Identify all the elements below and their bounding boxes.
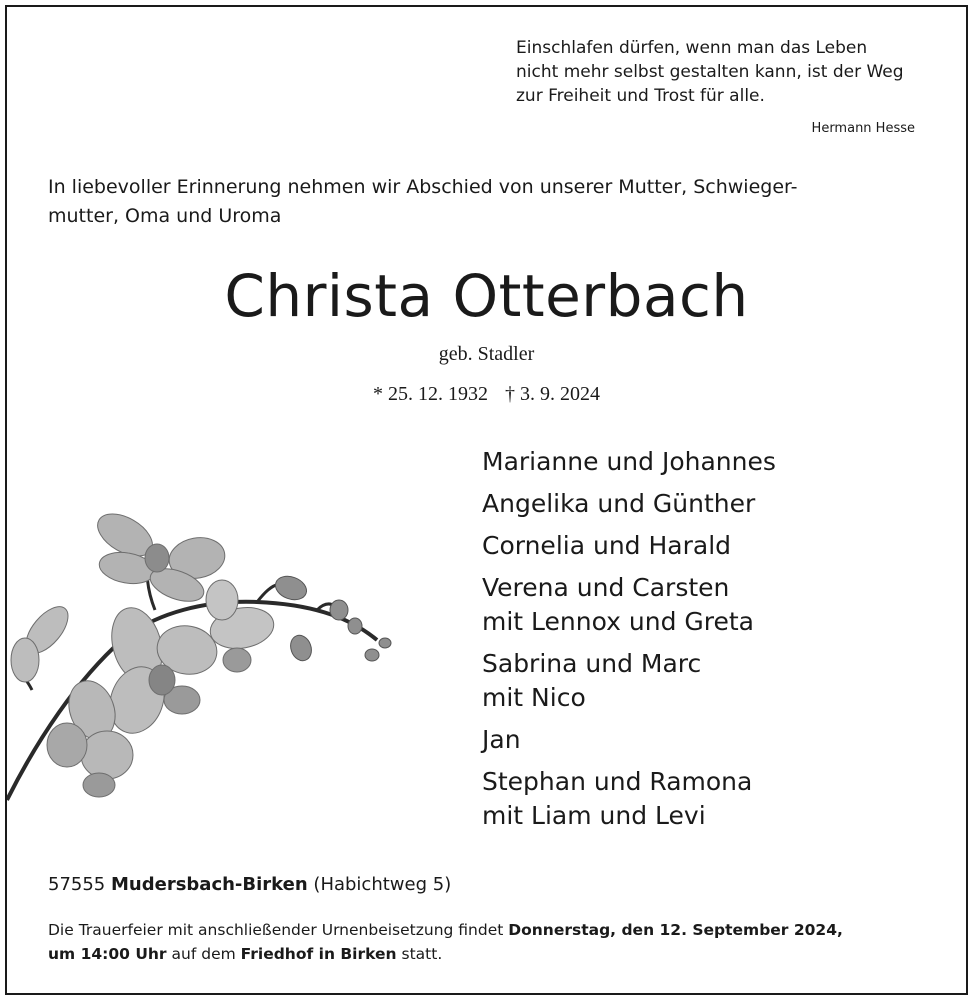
mourner-line: Angelika und Günther [482,489,756,518]
service-text: auf dem [166,945,241,963]
intro-text [48,173,928,231]
service-place: Friedhof in Birken [240,945,397,963]
intro-line: In liebevoller Erinnerung nehmen wir Abschied von unserer Mutter, Schwieger- [48,176,798,198]
quote-line: zur Freiheit und Trost für alle. [516,86,765,106]
mourner-line: Marianne und Johannes [482,447,776,476]
intro-line: mutter, Oma und Uroma [48,205,282,227]
address [48,874,451,895]
service-date: Donnerstag, den 12. September 2024, [508,921,843,939]
mourner-line: Cornelia und Harald [482,531,732,560]
postcode: 57555 [48,874,106,895]
mourner-line: Verena und Carsten [482,573,730,602]
orchid-icon [7,500,397,810]
town: Mudersbach-Birken [111,874,308,895]
mourner-group [482,571,776,639]
mourner-group [482,765,776,833]
mourner-group [482,647,776,715]
life-dates [0,383,973,406]
quote-line: nicht mehr selbst gestalten kann, ist der Weg [516,62,904,82]
street: (Habichtweg 5) [313,874,452,895]
mourner-group [482,487,776,521]
service-time: um 14:00 Uhr [48,945,167,963]
mourner-line: Sabrina und Marc [482,649,702,678]
deceased-name: Christa Otterbach [224,262,749,330]
mourner-group [482,529,776,563]
mourner-line: Jan [482,725,521,754]
mourner-group [482,445,776,479]
mourner-line: mit Nico [482,683,586,712]
birth-name: geb. Stadler [438,343,535,365]
service-notice [48,918,938,966]
quote-author: Hermann Hesse [811,121,915,136]
service-text: Die Trauerfeier mit anschließender Urnenbeisetzung findet [48,921,509,939]
service-line-1 [48,918,938,942]
mourner-line: mit Liam und Levi [482,801,706,830]
quote [516,36,936,108]
service-text: statt. [396,945,443,963]
birth-date: * 25. 12. 1932 [373,383,488,405]
service-line-2 [48,942,938,966]
death-date: † 3. 9. 2024 [505,383,600,405]
quote-line: Einschlafen dürfen, wenn man das Leben [516,38,868,58]
mourners-list [482,445,776,841]
mourner-line: Stephan und Ramona [482,767,753,796]
mourner-group [482,723,776,757]
mourner-line: mit Lennox und Greta [482,607,754,636]
